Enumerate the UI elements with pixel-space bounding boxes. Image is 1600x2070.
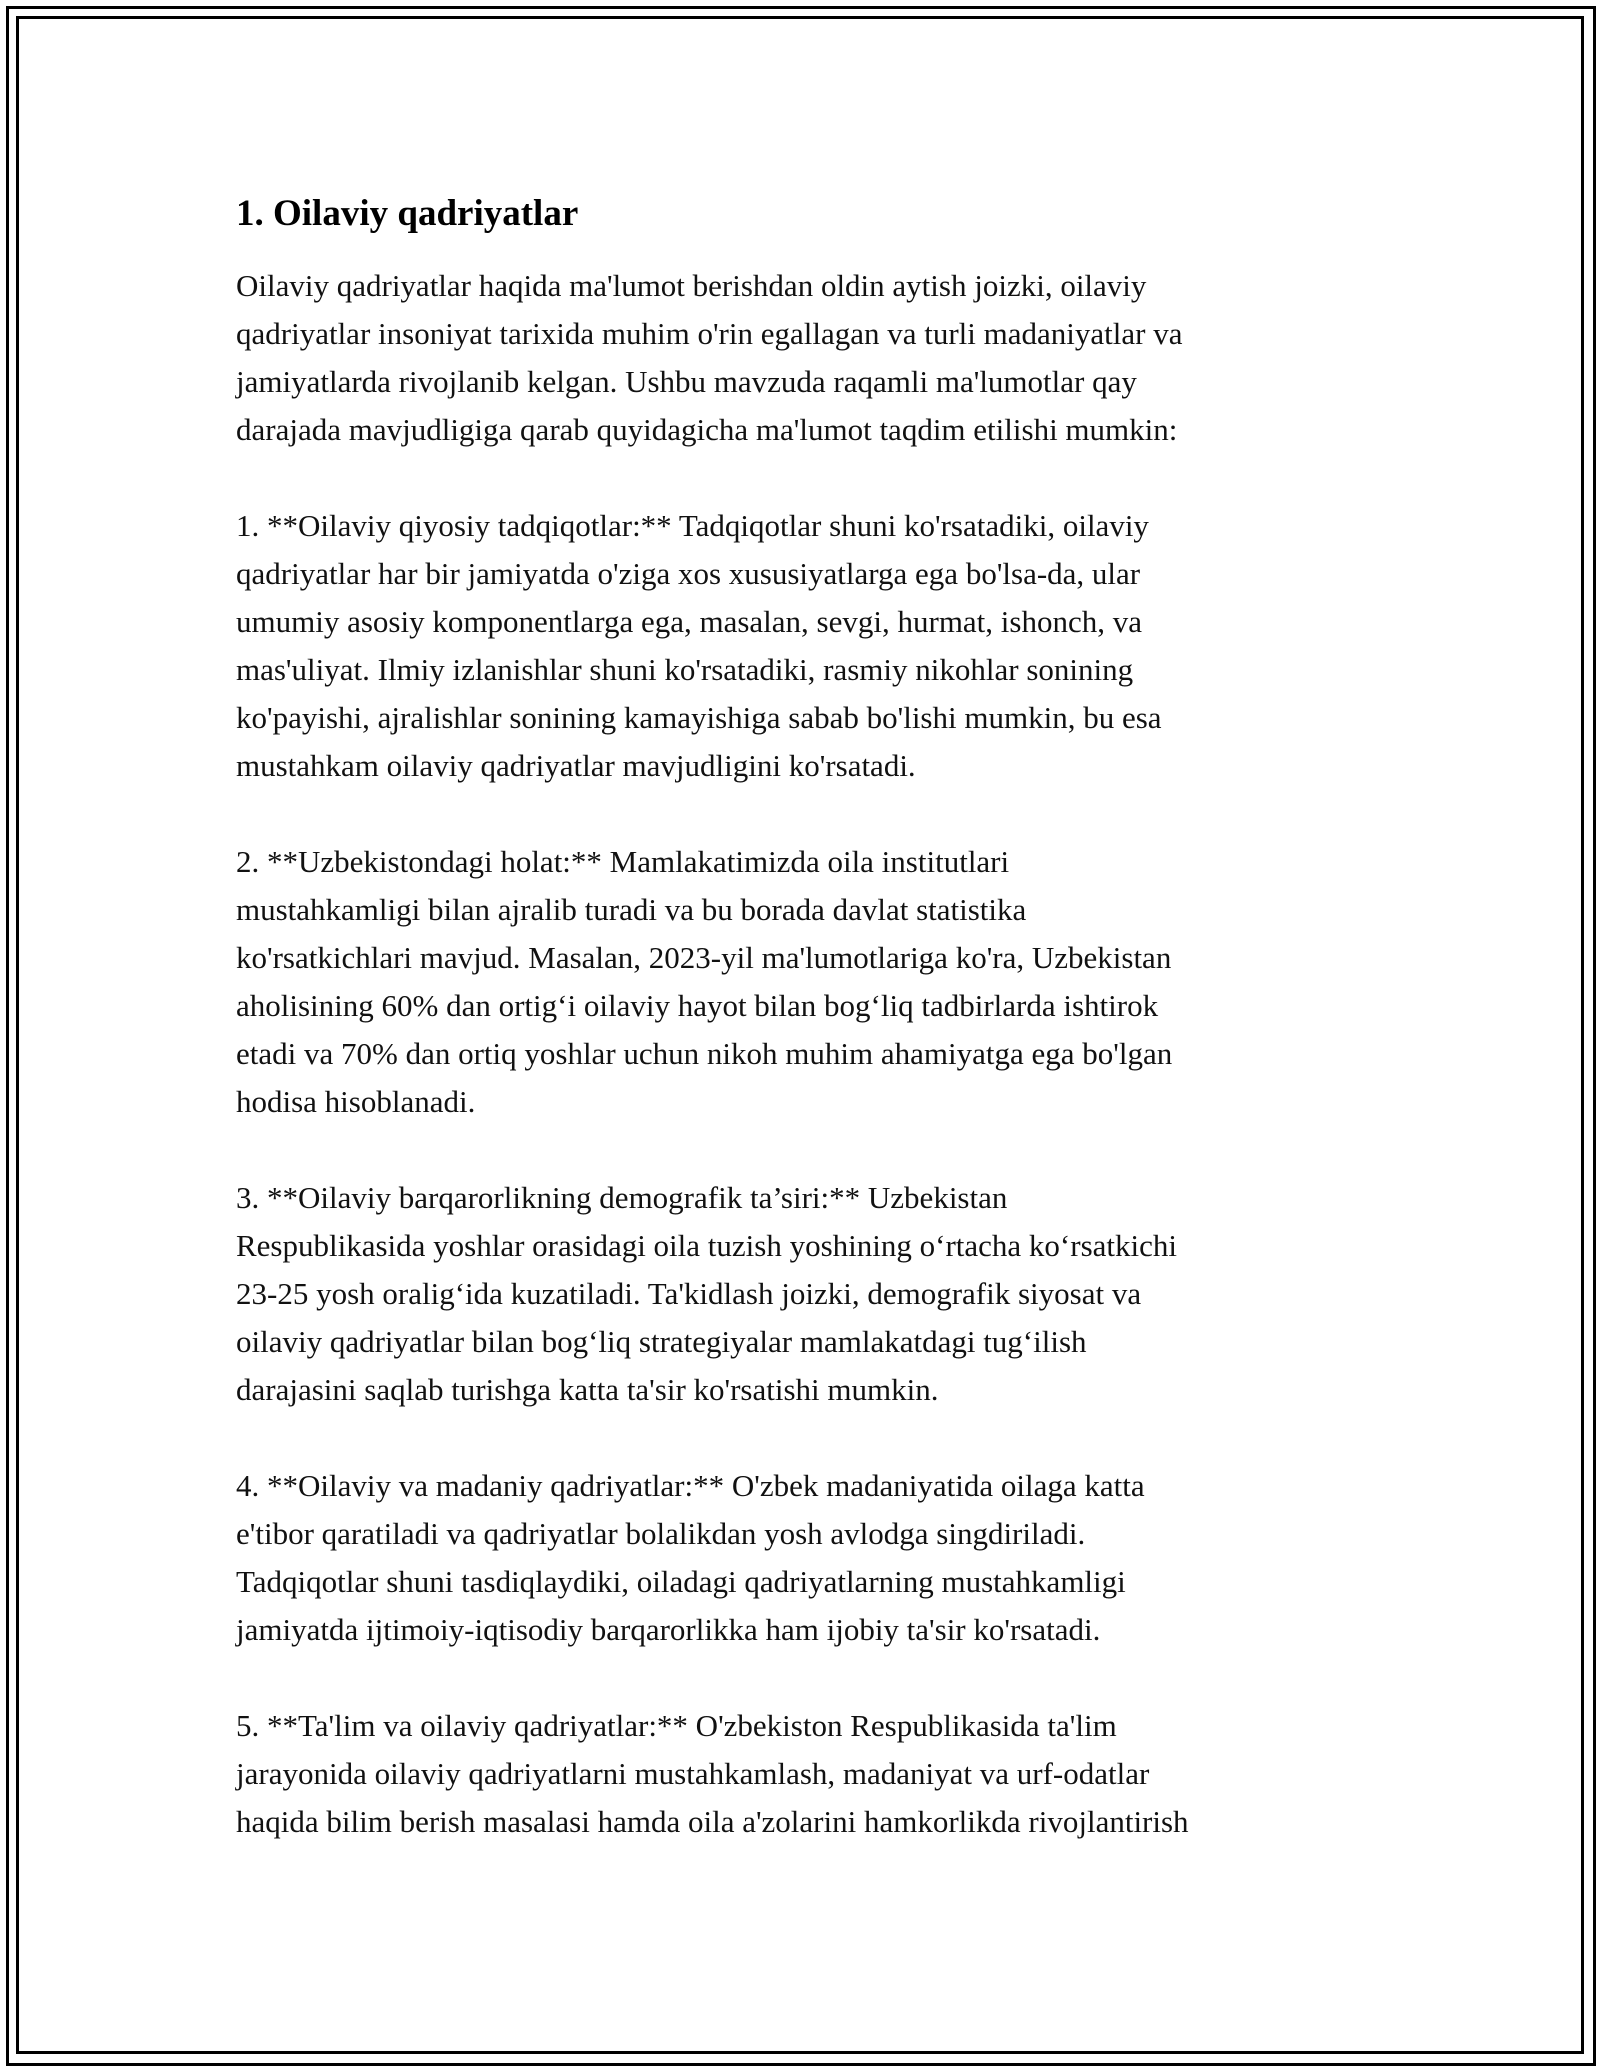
list-item-3-paragraph: 3. **Oilaviy barqarorlikning demografik ta’siri:** Uzbekistan Respublikasida yoshlar orasidagi oila tuzish yoshining o‘rtacha ko‘rsatkichi 23-25 yosh oralig‘ida kuzatiladi. Ta'kidlash joizki, demografik siyosat va oilaviy qadriyatlar bilan bog‘liq strategiyalar mamlakatdagi tug‘ilish darajasini saqlab turishga katta ta'sir ko'rsatishi mumkin. (236, 1180, 1177, 1407)
list-item-1-paragraph: 1. **Oilaviy qiyosiy tadqiqotlar:** Tadqiqotlar shuni ko'rsatadiki, oilaviy qadriyatlar har bir jamiyatda o'ziga xos xususiyatlarga ega bo'lsa-da, ular umumiy asosiy komponentlarga ega, masalan, sevgi, hurmat, ishonch, va mas'uliyat. Ilmiy izlanishlar shuni ko'rsatadiki, rasmiy nikohlar sonining ko'payishi, ajralishlar sonining kamayishiga sabab bo'lishi mumkin, bu esa mustahkam oilaviy qadriyatlar mavjudligini ko'rsatadi. (236, 508, 1162, 783)
intro-paragraph: Oilaviy qadriyatlar haqida ma'lumot berishdan oldin aytish joizki, oilaviy qadriyatlar insoniyat tarixida muhim o'rin egallagan va turli madaniyatlar va jamiyatlarda rivojlanib kelgan. Ushbu mavzuda raqamli ma'lumotlar qay darajada mavjudligiga qarab quyidagicha ma'lumot taqdim etilishi mumkin: (236, 268, 1183, 447)
list-item-5-paragraph: 5. **Ta'lim va oilaviy qadriyatlar:** O'zbekiston Respublikasida ta'lim jarayonida oilaviy qadriyatlarni mustahkamlash, madaniyat va urf-odatlar haqida bilim berish masalasi hamda oila a'zolarini hamkorlikda rivojlantirish (236, 1708, 1189, 1839)
document-title: 1. Oilaviy qadriyatlar (236, 193, 579, 234)
list-item-4-paragraph: 4. **Oilaviy va madaniy qadriyatlar:** O'zbek madaniyatida oilaga katta e'tibor qaratiladi va qadriyatlar bolalikdan yosh avlodga singdiriladi. Tadqiqotlar shuni tasdiqlaydiki, oiladagi qadriyatlarning mustahkamligi jamiyatda ijtimoiy-iqtisodiy barqarorlikka ham ijobiy ta'sir ko'rsatadi. (236, 1468, 1145, 1647)
document-page (236, 190, 1386, 1894)
list-item-2-paragraph: 2. **Uzbekistondagi holat:** Mamlakatimizda oila institutlari mustahkamligi bilan ajralib turadi va bu borada davlat statistika ko'rsatkichlari mavjud. Masalan, 2023-yil ma'lumotlariga ko'ra, Uzbekistan aholisining 60% dan ortig‘i oilaviy hayot bilan bog‘liq tadbirlarda ishtirok etadi va 70% dan ortiq yoshlar uchun nikoh muhim ahamiyatga ega bo'lgan hodisa hisoblanadi. (236, 844, 1173, 1119)
